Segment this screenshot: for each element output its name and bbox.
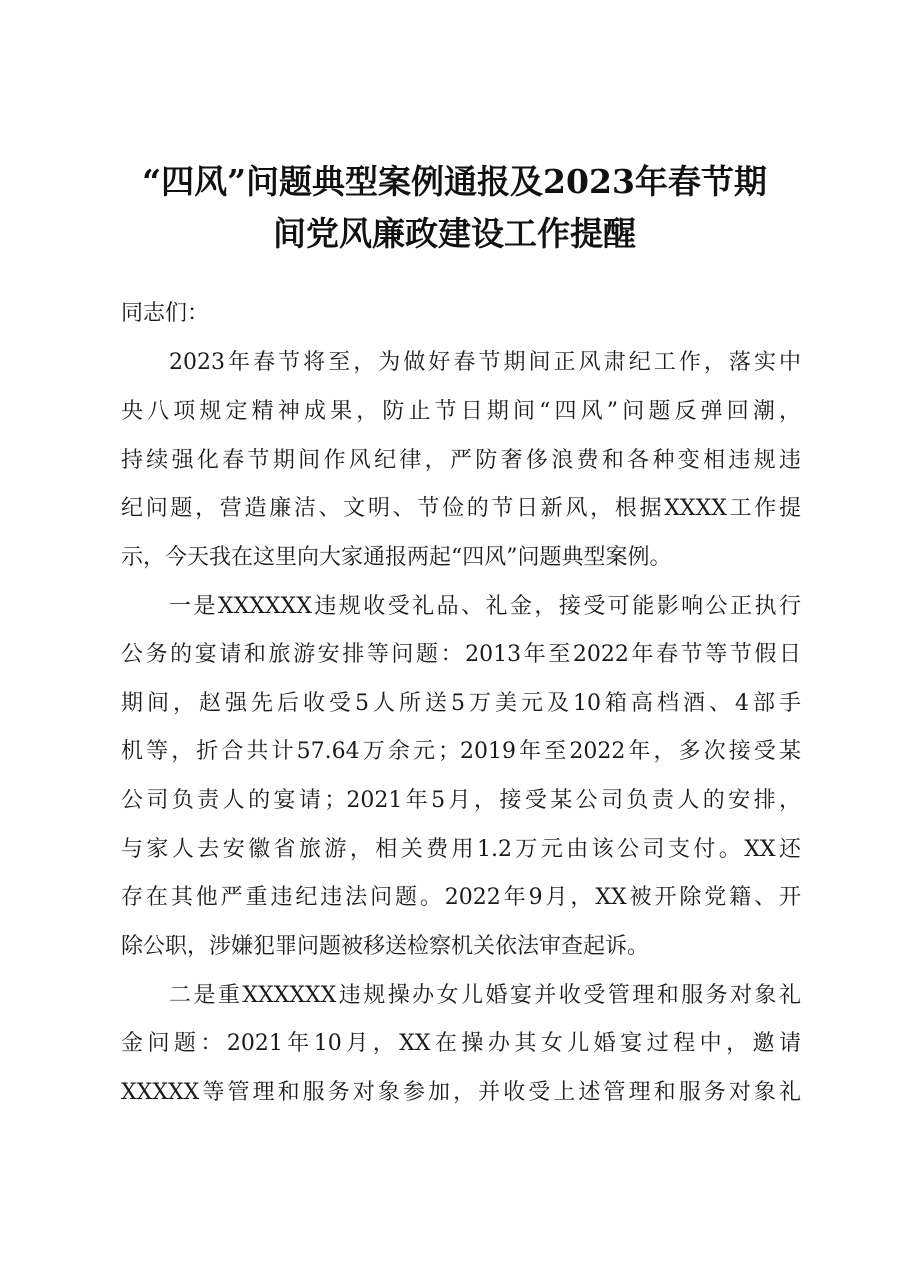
paragraph-1-line-5: 示，今天我在这里向大家通报两起“四风”问题典型案例。 [121, 545, 672, 570]
paragraph-3-line-3: XXXXX等管理和服务对象参加，并收受上述管理和服务对象礼 [121, 1080, 801, 1105]
document-title-line-2: 间党风廉政建设工作提醒 [273, 214, 636, 253]
paragraph-1-line-2: 央八项规定精神成果，防止节日期间“四风”问题反弹回潮， [121, 399, 801, 424]
paragraph-3-line-1: 二是重XXXXXX违规操办女儿婚宴并收受管理和服务对象礼 [169, 983, 801, 1008]
paragraph-2-line-7: 存在其他严重违纪违法问题。2022年9月，XX被开除党籍、开 [121, 885, 801, 910]
paragraph-3-line-2: 金问题：2021年10月，XX在操办其女儿婚宴过程中，邀请 [121, 1031, 801, 1056]
paragraph-2-line-1: 一是XXXXXX违规收受礼品、礼金，接受可能影响公正执行 [169, 594, 801, 619]
paragraph-2-line-5: 公司负责人的宴请；2021年5月，接受某公司负责人的安排， [121, 788, 801, 813]
paragraph-2-line-6: 与家人去安徽省旅游，相关费用1.2万元由该公司支付。XX还 [121, 837, 801, 862]
paragraph-2-line-3: 期间，赵强先后收受5人所送5万美元及10箱高档酒、4部手 [121, 691, 801, 716]
document-title-line-1: “四风”问题典型案例通报及2023年春节期 [142, 162, 767, 201]
paragraph-2-line-4: 机等，折合共计57.64万余元；2019年至2022年，多次接受某 [121, 739, 801, 764]
salutation: 同志们： [121, 301, 210, 326]
paragraph-1-line-4: 纪问题，营造廉洁、文明、节俭的节日新风，根据XXXX工作提 [121, 496, 801, 521]
paragraph-2-line-2: 公务的宴请和旅游安排等问题：2013年至2022年春节等节假日 [121, 642, 801, 667]
paragraph-1-line-1: 2023年春节将至，为做好春节期间正风肃纪工作，落实中 [169, 350, 801, 375]
paragraph-1-line-3: 持续强化春节期间作风纪律，严防奢侈浪费和各种变相违规违 [121, 448, 801, 473]
paragraph-2-line-8: 除公职，涉嫌犯罪问题被移送检察机关依法审查起诉。 [121, 934, 650, 959]
